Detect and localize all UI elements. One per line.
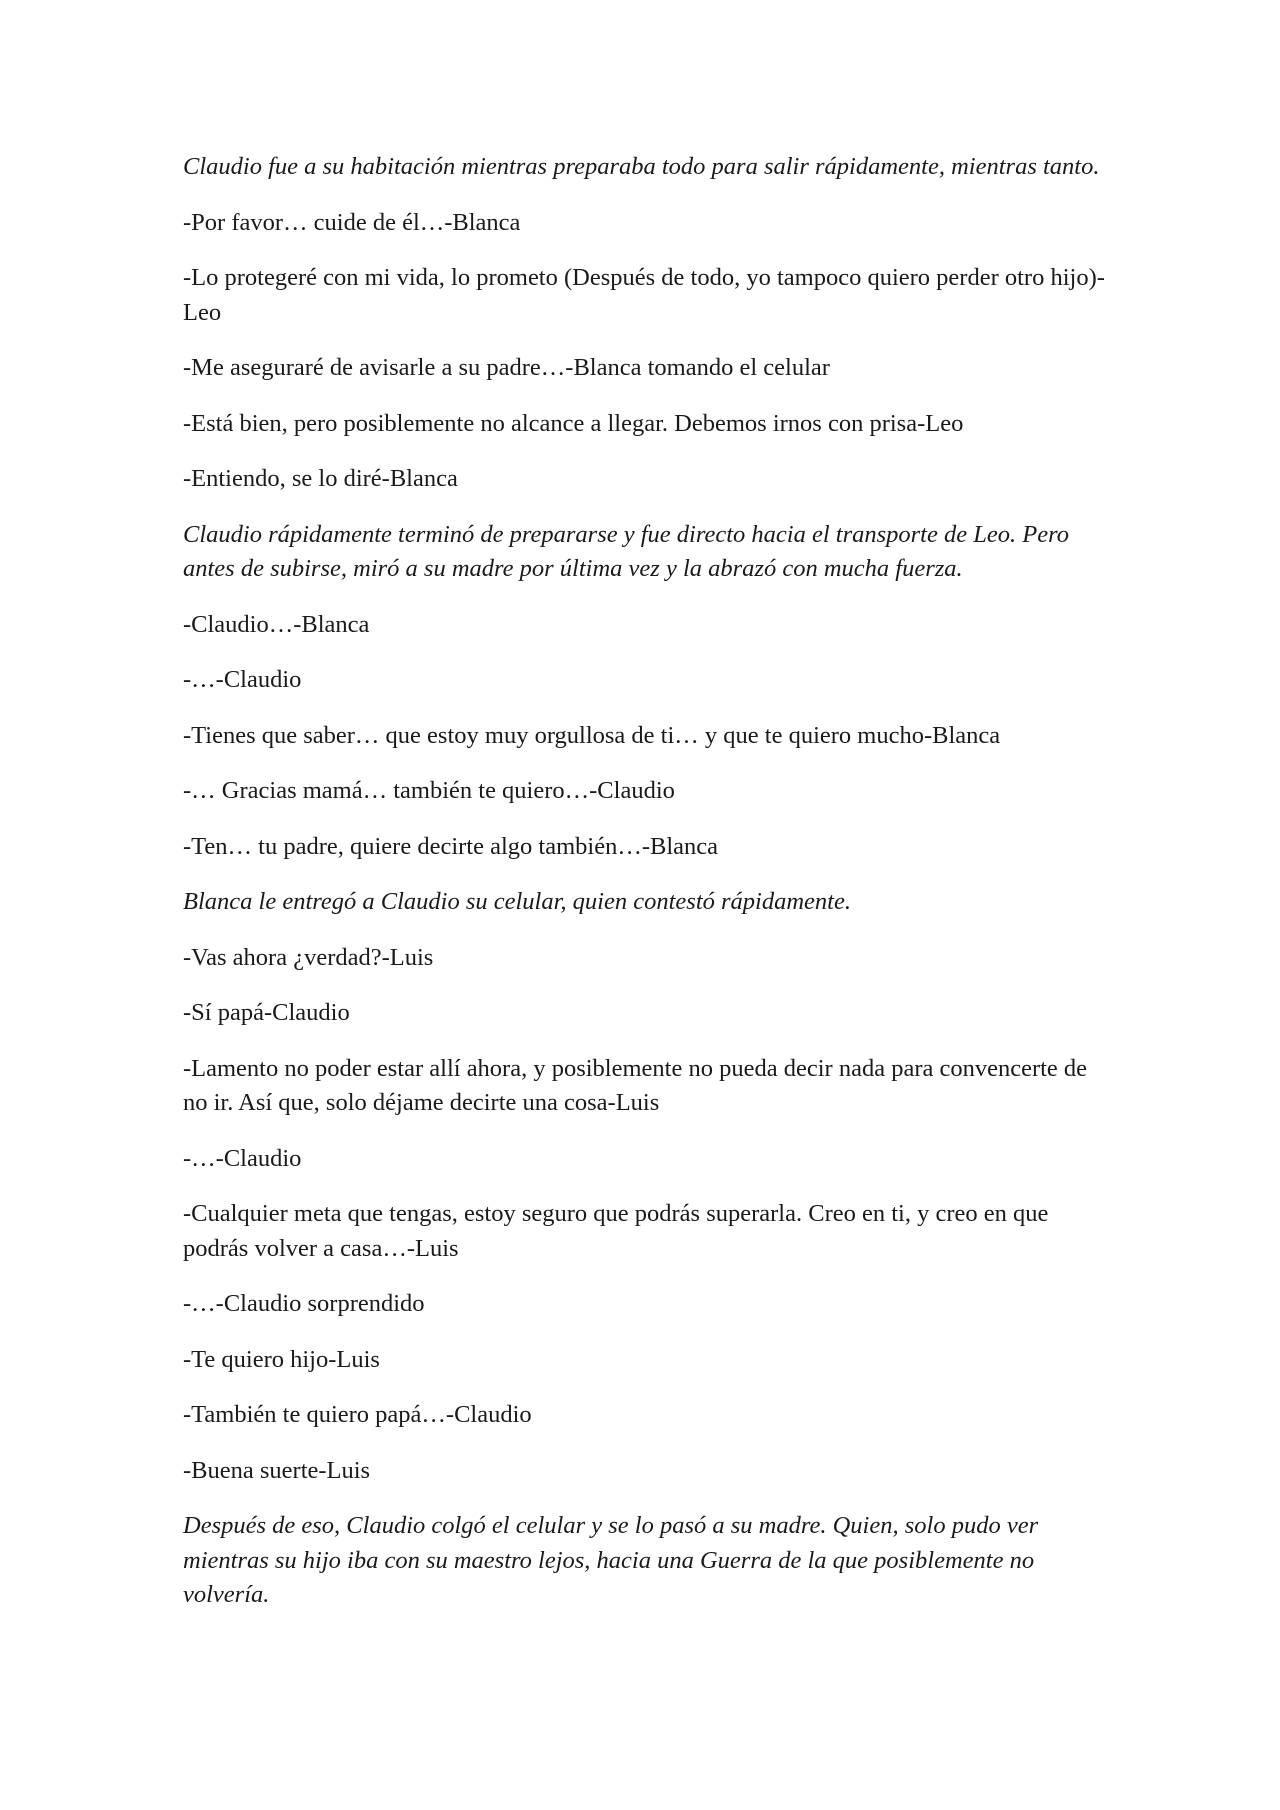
dialogue-line: -Te quiero hijo-Luis [183, 1345, 380, 1373]
dialogue-line: -Por favor… cuide de él…-Blanca [183, 208, 521, 236]
dialogue-line: -… Gracias mamá… también te quiero…-Claudio [183, 777, 675, 804]
dialogue-line: -…-Claudio sorprendido [183, 1290, 425, 1317]
narration-paragraph: Después de eso, Claudio colgó el celular y se lo pasó a su madre. Quien, solo pudo ver mientras su hijo iba con su maestro lejos, hacia una Guerra de la que posiblemente no volvería. [183, 1512, 1039, 1608]
narration-paragraph: Claudio fue a su habitación mientras preparaba todo para salir rápidamente, mientras tanto. [183, 153, 1100, 180]
dialogue-line: -Lamento no poder estar allí ahora, y posiblemente no pueda decir nada para convencerte de no ir. Así que, solo déjame decirte una cosa-Luis [183, 1054, 1088, 1116]
dialogue-line: -Me aseguraré de avisarle a su padre…-Blanca tomando el celular [183, 354, 830, 381]
document-body [183, 150, 1113, 1634]
dialogue-line: -Lo protegeré con mi vida, lo prometo (Después de todo, yo tampoco quiero perder otro hijo)-Leo [183, 264, 1105, 326]
narration-paragraph: Blanca le entregó a Claudio su celular, quien contestó rápidamente. [183, 888, 851, 915]
dialogue-line: -Entiendo, se lo diré-Blanca [183, 465, 458, 492]
dialogue-line: -Sí papá-Claudio [183, 999, 350, 1026]
dialogue-line: -Cualquier meta que tengas, estoy seguro que podrás superarla. Creo en ti, y creo en que podrás volver a casa…-Luis [183, 1200, 1049, 1262]
dialogue-line: -Vas ahora ¿verdad?-Luis [183, 943, 434, 971]
dialogue-line: -Ten… tu padre, quiere decirte algo también…-Blanca [183, 832, 719, 860]
dialogue-line: -…-Claudio [183, 666, 302, 693]
dialogue-line: -…-Claudio [183, 1144, 302, 1172]
narration-paragraph: Claudio rápidamente terminó de prepararse y fue directo hacia el transporte de Leo. Pero antes de subirse, miró a su madre por última vez y la abrazó con mucha fuerza. [183, 520, 1069, 582]
dialogue-line: -Está bien, pero posiblemente no alcance a llegar. Debemos irnos con prisa-Leo [183, 409, 964, 437]
dialogue-line: -Tienes que saber… que estoy muy orgullosa de ti… y que te quiero mucho-Blanca [183, 721, 1001, 749]
dialogue-line: -Buena suerte-Luis [183, 1456, 371, 1484]
dialogue-line: -Claudio…-Blanca [183, 610, 370, 638]
dialogue-line: -También te quiero papá…-Claudio [183, 1401, 532, 1428]
